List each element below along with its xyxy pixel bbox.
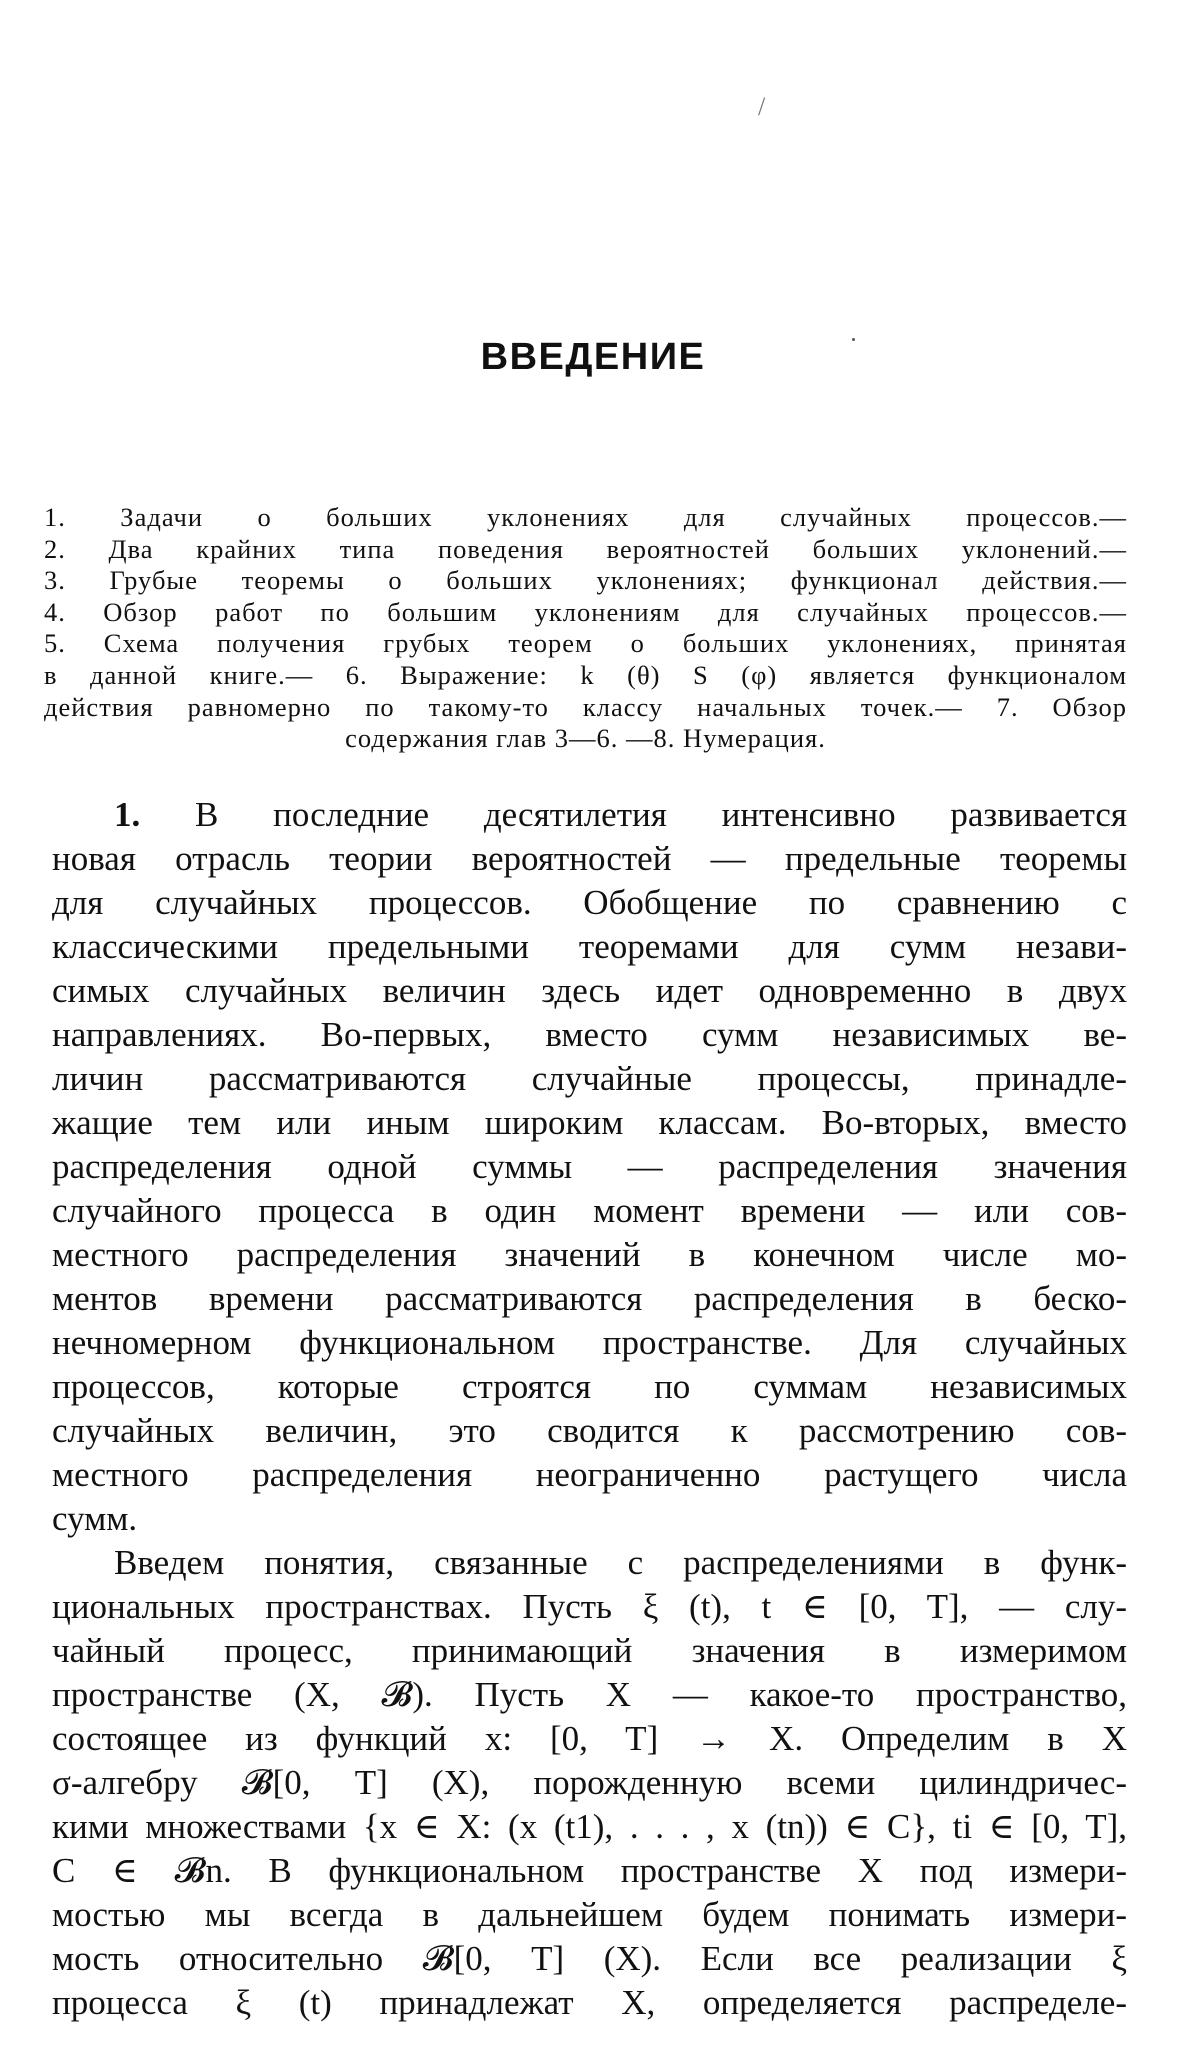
body-line: сумм.: [52, 1499, 138, 1538]
body-line: пространстве (X, 𝓑). Пусть X — какое-то пространство,: [52, 1675, 1127, 1714]
summary-line: содержания глав 3—6. —8. Нумерация.: [345, 723, 826, 754]
page-mark: /: [758, 92, 766, 121]
paragraph-1-first-line: [52, 793, 1127, 837]
body-line: местного распределения неограниченно растущего числа: [52, 1455, 1127, 1494]
summary-line: 4. Обзор работ по большим уклонениям для случайных процессов.—: [44, 596, 1127, 627]
body-line: новая отрасль теории вероятностей — предельные теоремы: [52, 839, 1127, 878]
body-line: классическими предельными теоремами для сумм незави-: [52, 927, 1127, 966]
body-line: Введем понятия, связанные с распределениями в функ-: [114, 1543, 1127, 1582]
body-line: ментов времени рассматриваются распределения в беско-: [52, 1279, 1127, 1318]
body-line: процессов, которые строятся по суммам независимых: [52, 1367, 1127, 1406]
chapter-summary: [44, 502, 1127, 755]
body-line: σ-алгебру 𝓑[0, T] (X), порожденную всеми цилиндричес-: [52, 1763, 1127, 1802]
section-number: 1.: [114, 795, 141, 834]
summary-line: 1. Задачи о больших уклонениях для случайных процессов.—: [44, 502, 1127, 532]
body-line: состоящее из функций x: [0, T] → X. Определим в X: [52, 1719, 1127, 1758]
summary-line: действия равномерно по такому-то классу начальных точек.— 7. Обзор: [44, 691, 1127, 722]
body-line: симых случайных величин здесь идет одновременно в двух: [52, 971, 1127, 1010]
summary-line: 2. Два крайних типа поведения вероятностей больших уклонений.—: [44, 533, 1127, 564]
summary-line: в данной книге.— 6. Выражение: k (θ) S (φ) является функционалом: [44, 659, 1127, 690]
body-line: В последние десятилетия интенсивно развивается: [195, 795, 1127, 834]
summary-line: 3. Грубые теоремы о больших уклонениях; функционал действия.—: [44, 565, 1127, 596]
body-line: направлениях. Во-первых, вместо сумм независимых ве-: [52, 1015, 1127, 1054]
summary-line: 5. Схема получения грубых теорем о больших уклонениях, принятая: [44, 628, 1127, 659]
body-line: процесса ξ (t) принадлежат X, определяется распределе-: [52, 1983, 1127, 2022]
page-title: ВВЕДЕНИЕ: [480, 336, 706, 378]
body-line: для случайных процессов. Обобщение по сравнению с: [52, 883, 1127, 922]
body-line: случайного процесса в один момент времени — или сов-: [52, 1191, 1127, 1230]
body-line: чайный процесс, принимающий значения в измеримом: [52, 1631, 1127, 1670]
body-line: нечномерном функциональном пространстве. Для случайных: [52, 1323, 1127, 1362]
body-line: кими множествами {x ∈ X: (x (t1), . . . , x (tn)) ∈ C}, ti ∈ [0, T],: [52, 1807, 1127, 1846]
body-line: распределения одной суммы — распределения значения: [52, 1147, 1127, 1186]
body-line: местного распределения значений в конечном числе мо-: [52, 1235, 1127, 1274]
body-line: мостью мы всегда в дальнейшем будем понимать измери-: [52, 1895, 1127, 1934]
body-line: случайных величин, это сводится к рассмотрению сов-: [52, 1411, 1127, 1450]
body-text: [52, 793, 1127, 2025]
body-line: мость относительно 𝓑[0, T] (X). Если все реализации ξ: [52, 1939, 1127, 1978]
body-line: жащие тем или иным широким классам. Во-вторых, вместо: [52, 1103, 1127, 1142]
body-line: C ∈ 𝓑n. В функциональном пространстве X под измери-: [52, 1851, 1127, 1890]
body-line: циональных пространствах. Пусть ξ (t), t ∈ [0, T], — слу-: [52, 1587, 1127, 1626]
body-line: личин рассматриваются случайные процессы, принадле-: [52, 1059, 1127, 1098]
